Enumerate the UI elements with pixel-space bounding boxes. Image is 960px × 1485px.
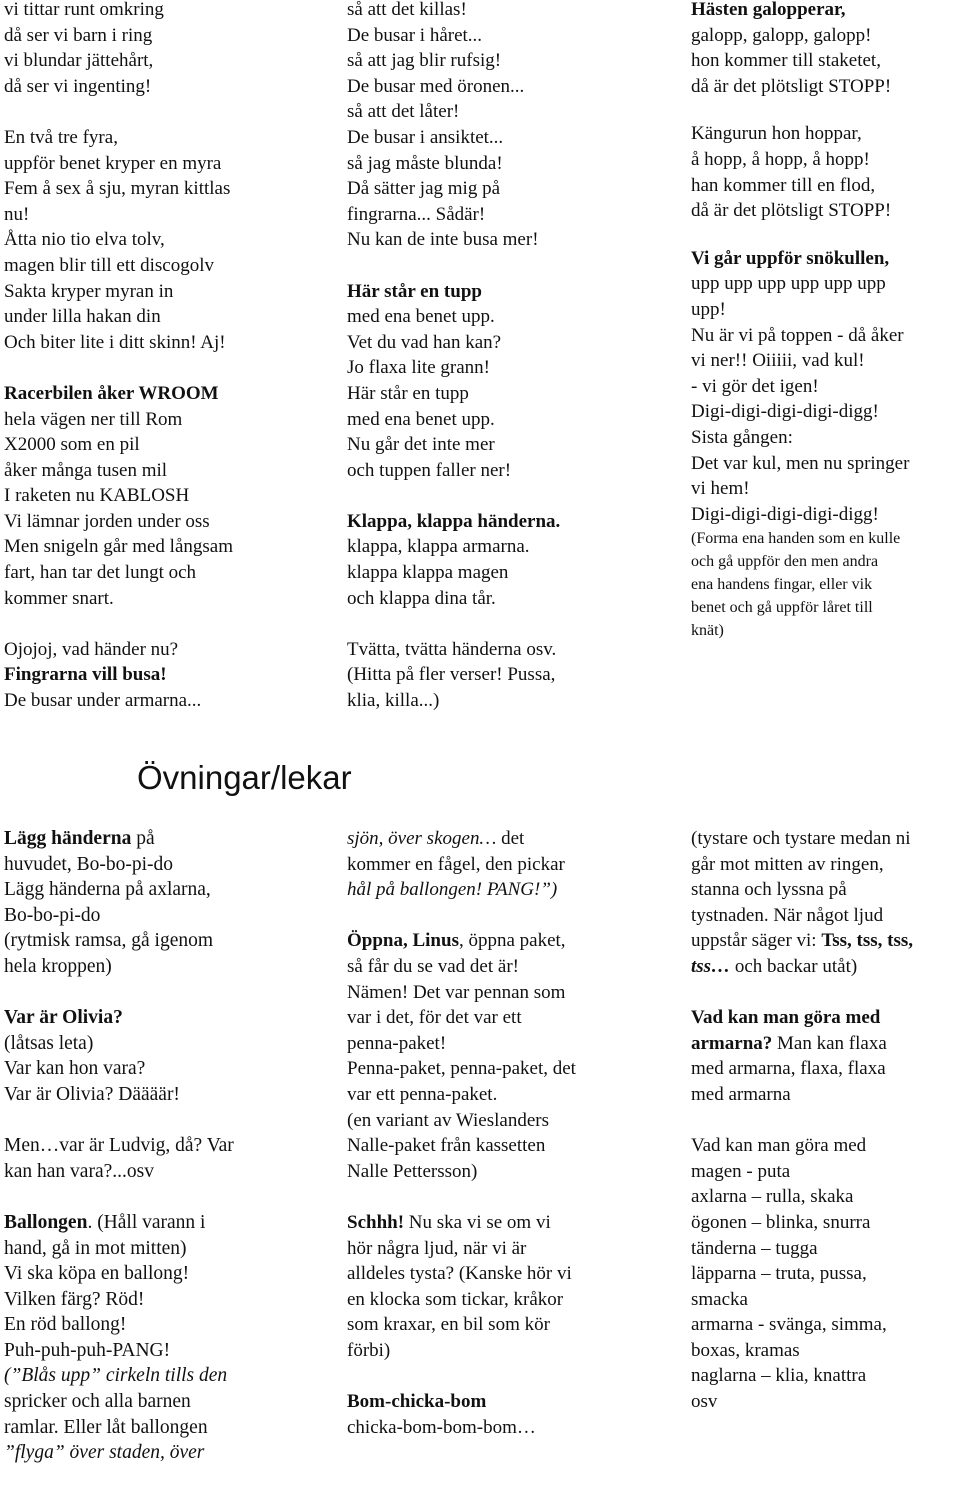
lek-ballongen-italic-1: (”Blås upp” cirkeln tills den xyxy=(4,1365,228,1387)
lek-armarna: Vad kan man göra med armarna? Man kan flaxa med armarna, flaxa, flaxa med armarna xyxy=(691,1007,887,1105)
rhyme-kangurun: Kängurun hon hoppar, å hopp, å hopp, å hopp! han kommer till en flod, då är det plötsligt STOPP! xyxy=(691,123,892,222)
rhyme-hasten: galopp, galopp, galopp! hon kommer till staketet, då är det plötsligt STOPP! xyxy=(691,24,892,97)
lek-bom-chicka-bom-title: Bom-chicka-bom xyxy=(347,1391,487,1413)
lek-ballongen-end-3: hål på ballongen! PANG!”) xyxy=(347,879,558,901)
lek-oppna-linus-title: Öppna, Linus, öppna paket, xyxy=(347,930,566,952)
lek-schhh: hör några ljud, när vi är alldeles tysta? (Kanske hör vi en klocka som tickar, kråkor som kraxar, en bil som kör förbi) xyxy=(347,1237,572,1361)
lek-lagg-handerna: huvudet, Bo-bo-pi-do Lägg händerna på axlarna, Bo-bo-pi-do (rytmisk ramsa, gå igenom hela kroppen) xyxy=(4,853,214,977)
rhyme-fingrarna-line3: De busar under armarna... xyxy=(4,690,202,712)
bottom-column-1 xyxy=(4,826,334,1466)
rhyme-snokullen: upp upp upp upp upp upp upp! Nu är vi på toppen - då åker vi ner!! Oiiiii, vad kul! - vi gör det igen! Digi-digi-digi-digi-digg! Sista gången: Det var kul, men nu springer vi hem! Digi-digi-digi-digi-digg! xyxy=(691,273,910,525)
rhyme-hasten-title: Hästen galopperar, xyxy=(691,0,846,20)
bottom-column-2 xyxy=(347,826,677,1440)
lek-schhh-cont: (tystare och tystare medan ni går mot mitten av ringen, stanna och lyssna på tystnaden. När något ljud uppstår säger vi: Tss, tss, tss, tss… och backar utåt) xyxy=(691,828,914,977)
lek-ballongen-cont: spricker och alla barnen ramlar. Eller låt ballongen xyxy=(4,1391,208,1438)
lek-kroppsdelar: Vad kan man göra med magen - puta axlarna – rulla, skaka ögonen – blinka, snurra tänderna – tugga läpparna – truta, pussa, smacka armarna - svänga, simma, boxas, kramas naglarna – klia, knattra osv xyxy=(691,1135,887,1413)
top-column-3 xyxy=(691,0,959,642)
bottom-column-3 xyxy=(691,826,959,1415)
rhyme-klappa-title: Klappa, klappa händerna. xyxy=(347,510,561,532)
rhyme-myra: En två tre fyra, uppför benet kryper en myra Fem å sex å sju, myran kittlas nu! Åtta nio tio elva tolv, magen blir till ett discogolv Sakta kryper myran in under lilla hakan din Och biter lite i ditt skinn! Aj! xyxy=(4,126,231,353)
rhyme-tupp: med ena benet upp. Vet du vad han kan? Jo flaxa lite grann! Här står en tupp med ena benet upp. Nu går det inte mer och tuppen faller ner! xyxy=(347,306,512,481)
lek-ballongen-italic-2: ”flyga” över staden, över xyxy=(4,1442,205,1464)
rhyme-klappa: klappa, klappa armarna. klappa klappa magen och klappa dina tår. xyxy=(347,536,530,609)
rhyme-fingrarna-title: Fingrarna vill busa! xyxy=(4,664,167,686)
rhyme-tvatta: Tvätta, tvätta händerna osv. (Hitta på fler verser! Pussa, klia, killa...) xyxy=(347,638,557,712)
rhyme-tupp-title: Här står en tupp xyxy=(347,280,482,302)
rhyme-fingrarna-line1: Ojojoj, vad händer nu? xyxy=(4,638,179,660)
rhyme-fingrarna-cont: så att det killas! De busar i håret... så att jag blir rufsig! De busar med öronen... så att det låter! De busar i ansiktet... så jag måste blunda! Då sätter jag mig på fingrarna... Sådär! Nu kan de inte busa mer! xyxy=(347,0,539,251)
lek-lagg-handerna-title: Lägg händerna på xyxy=(4,828,155,849)
lek-ballongen: hand, gå in mot mitten) Vi ska köpa en ballong! Vilken färg? Röd! En röd ballong! Puh-puh-puh-PANG! xyxy=(4,1237,190,1361)
lek-ballongen-end-1: sjön, över skogen… det xyxy=(347,828,525,849)
rhyme-racerbilen-title: Racerbilen åker WROOM xyxy=(4,382,219,404)
section-heading: Övningar/lekar xyxy=(137,759,352,796)
rhyme-ring-ending: vi tittar runt omkring då ser vi barn i ring vi blundar jättehårt, då ser vi ingenting! xyxy=(4,0,164,97)
rhyme-snokullen-title: Vi går uppför snökullen, xyxy=(691,247,890,269)
top-column-2 xyxy=(347,0,677,714)
lek-ballongen-title: Ballongen. (Håll varann i xyxy=(4,1211,206,1233)
rhyme-racerbilen: hela vägen ner till Rom X2000 som en pil åker många tusen mil I raketen nu KABLOSH Vi lämnar jorden under oss Men snigeln går med långsam fart, han tar det lungt och kommer snart. xyxy=(4,408,234,609)
top-column-1 xyxy=(4,0,334,714)
lek-olivia: (låtsas leta) Var kan hon vara? Var är Olivia? Däääär! xyxy=(4,1032,180,1105)
lek-olivia-title: Var är Olivia? xyxy=(4,1007,123,1029)
rhyme-snokullen-note: (Forma ena handen som en kulle och gå uppför den men andra ena handens fingar, eller vik benet och gå uppför låret till knät) xyxy=(691,530,901,640)
lek-schhh-title: Schhh! Nu ska vi se om vi xyxy=(347,1211,551,1233)
lek-bom-chicka-bom: chicka-bom-bom-bom… xyxy=(347,1416,536,1438)
lek-ludvig: Men…var är Ludvig, då? Var kan han vara?...osv xyxy=(4,1135,234,1182)
lek-ballongen-end-2: kommer en fågel, den pickar xyxy=(347,853,565,875)
lek-oppna-linus: så får du se vad det är! Nämen! Det var pennan som var i det, för det var ett penna-paket! Penna-paket, penna-paket, det var ett penna-paket. (en variant av Wieslanders Nalle-paket från kassetten Nalle Pettersson) xyxy=(347,955,576,1182)
